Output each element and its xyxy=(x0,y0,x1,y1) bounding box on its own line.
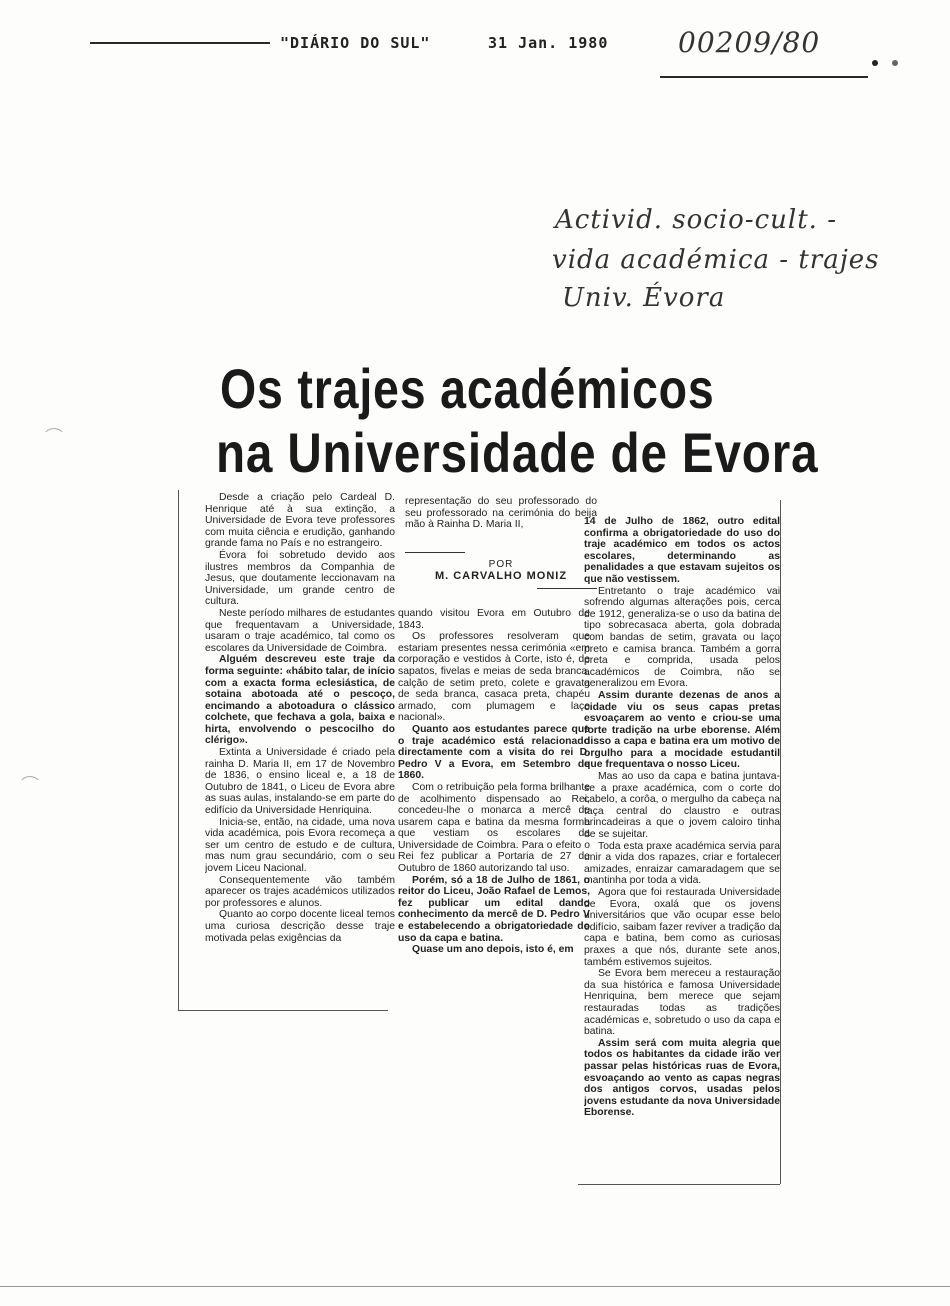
byline-por: POR xyxy=(488,559,514,570)
paragraph: Assim será com muita alegria que todos os habitantes da cidade irão ver passar pelas históricas ruas de Evora, esvoaçando ao vento as capas negras dos antigos corvos, usadas pelos jovens estudante da nova Universidade Eborense. xyxy=(584,1037,780,1119)
publication-date: 31 Jan. 1980 xyxy=(488,34,609,52)
header-rule-left xyxy=(90,42,270,44)
article-column-2 xyxy=(398,608,590,988)
article-title-line-2: na Universidade de Evora xyxy=(216,421,819,484)
header-rule-right xyxy=(660,76,868,78)
reference-number: 00209/80 xyxy=(678,26,821,59)
paragraph: Porém, só a 18 de Julho de 1861, o reitor do Liceu, João Rafael de Lemos, fez publicar um edital dando conhecimento da mercê de D. Pedro V e estabelecendo a obrigatoriedade do uso da capa e batina. xyxy=(398,874,590,944)
scan-bottom-edge xyxy=(0,1286,950,1287)
paragraph: 14 de Julho de 1862, outro edital confirma a obrigatoriedade do uso do traje académico em todos os actos escolares, determinando as penalidades a que estavam sujeitos os que não vestissem. xyxy=(584,516,780,585)
paragraph: Quase um ano depois, isto é, em xyxy=(412,944,574,956)
paragraph: Quanto ao corpo docente liceal temos uma curiosa descrição desse traje motivada pelas exigências da xyxy=(205,909,395,944)
paragraph: Com o retribuição pela forma brilhante de acolhimento dispensado ao Rei, concedeu-lhe o monarca a mercê de usarem capa e batina da mesma forma que vestiam os escolares da Universidade de Coimbra. Para o efeito o Rei fez publicar a Portaria de 27 de Outubro de 1860 autorizando tal uso. xyxy=(398,781,590,875)
paragraph: Alguém descreveu este traje da forma seguinte: «hábito talar, de início com a exacta forma eclesiástica, de sotaina abotoada até o pescoço, encimando a abotoadura o clássico colchete, que fechava a gola, baixa e hirta, envolvendo o pescocilho do clérigo». xyxy=(205,654,395,747)
author-name: M. CARVALHO MONIZ xyxy=(434,570,568,582)
paragraph: Quanto aos estudantes parece que o traje académico está relacionado directamente com a visita do rei D. Pedro V a Evora, em Setembro de 1860. xyxy=(398,723,590,782)
clipping-edge-left xyxy=(178,490,179,1010)
paragraph: Évora foi sobretudo devido aos ilustres membros da Companhia de Jesus, que doutamente leccionavam na Universidade, um grande centro de cultura. xyxy=(205,549,395,608)
paragraph: Extinta a Universidade é criado pela rainha D. Maria II, em 17 de Novembro de 1836, o ensino liceal e, a 18 de Outubro de 1841, o Liceu de Evora abre as suas aulas, instalando-se em parte do edifício da Universidade Henriquina. xyxy=(205,747,395,817)
corner-mark-icon-2 xyxy=(892,60,898,66)
article-column-1 xyxy=(205,492,395,1008)
punch-hole-mark-2 xyxy=(18,776,42,800)
paragraph: Os professores resolveram que estariam presentes nessa cerimónia «em corporação e vestidos à Corte, isto é, de sapatos, fivelas e meias de seda branca, calção de setim preto, colete e gravata de seda branca, casaca preta, chapéu armado, com plumagem e laço nacional». xyxy=(398,631,590,724)
newspaper-name: "DIÁRIO DO SUL" xyxy=(280,34,431,52)
paragraph: Neste período milhares de estudantes que frequentavam a Universidade, usaram o traje académico, tal como os escolares da Universidade de Coimbra. xyxy=(205,607,395,654)
byline xyxy=(405,552,597,589)
clipping-edge-bottom-right xyxy=(578,1184,780,1185)
paragraph: Desde a criação pelo Cardeal D. Henrique até à sua extinção, a Universidade de Evora teve professores com muita ciência e erudição, ganhando grande fama no País e no estrangeiro. xyxy=(205,492,395,550)
paragraph: Assim durante dezenas de anos a cidade viu os seus capas pretas esvoaçarem ao vento e criou-se uma forte tradição na urbe eborense. Além disso a capa e batina era um motivo de orgulho para a mocidade estudantil que frequentava o nosso Liceu. xyxy=(584,689,780,771)
paragraph: Toda esta praxe académica servia para unir a vida dos rapazes, criar e fortalecer amizades, enraizar camaradagem que se mantinha por toda a vida. xyxy=(584,840,780,887)
punch-hole-mark xyxy=(42,428,66,452)
annotation-line-3: Univ. Évora xyxy=(562,283,726,313)
paragraph: Entretanto o traje académico vai sofrendo algumas alterações pois, cerca de 1912, generaliza-se o uso da batina de tipo sobrecasaca aberta, gola dobrada com bandas de setim, gravata ou laço preto e camisa branca. Também a gorra preta e comprida, usada pelos académicos de Coimbra, não se generalizou em Evora. xyxy=(584,585,780,690)
clipping-edge-right xyxy=(780,500,781,1184)
paragraph: Consequentemente vão também aparecer os trajes académicos utilizados por professores e alunos. xyxy=(205,874,395,909)
paragraph: Se Evora bem mereceu a restauração da sua histórica e famosa Universidade Henriquina, bem merece que sejam restauradas todas as tradições académicas e, sobretudo o uso da capa e batina. xyxy=(584,968,780,1038)
paragraph: Inicia-se, então, na cidade, uma nova vida académica, pois Evora recomeça a ser um centro de estudo e de cultura, mas num grau secundário, com o seu jovem Liceu Nacional. xyxy=(205,816,395,874)
paragraph: Mas ao uso da capa e batina juntava-se a praxe académica, com o corte do cabelo, a corôa, o mergulho da cabeça na taça central do claustro e outras brincadeiras a que o jovem caloiro tinha de se sujeitar. xyxy=(584,771,780,841)
paragraph: Agora que foi restaurada Universidade de Evora, oxalá que os jovens universitários que vão ocupar esse belo edifício, saibam fazer reviver a tradição da capa e batina, bem como as curiosas praxes a que nós, durante sete anos, também estivemos sujeitos. xyxy=(584,887,780,968)
paragraph: representação do seu professorado do seu professorado na cerimónia do beija mão à Rainha D. Maria II, xyxy=(405,496,597,531)
annotation-line-2: vida académica - trajes xyxy=(552,245,880,275)
paragraph: quando visitou Evora em Outubro de 1843. xyxy=(398,608,590,631)
annotation-line-1: Activid. socio-cult. - xyxy=(555,205,837,235)
article-column-3 xyxy=(584,516,780,1182)
corner-mark-icon xyxy=(872,60,878,66)
clipping-edge-bottom-left xyxy=(178,1010,388,1011)
article-title-line-1: Os trajes académicos xyxy=(220,357,715,420)
article-column-2-top xyxy=(405,496,597,544)
